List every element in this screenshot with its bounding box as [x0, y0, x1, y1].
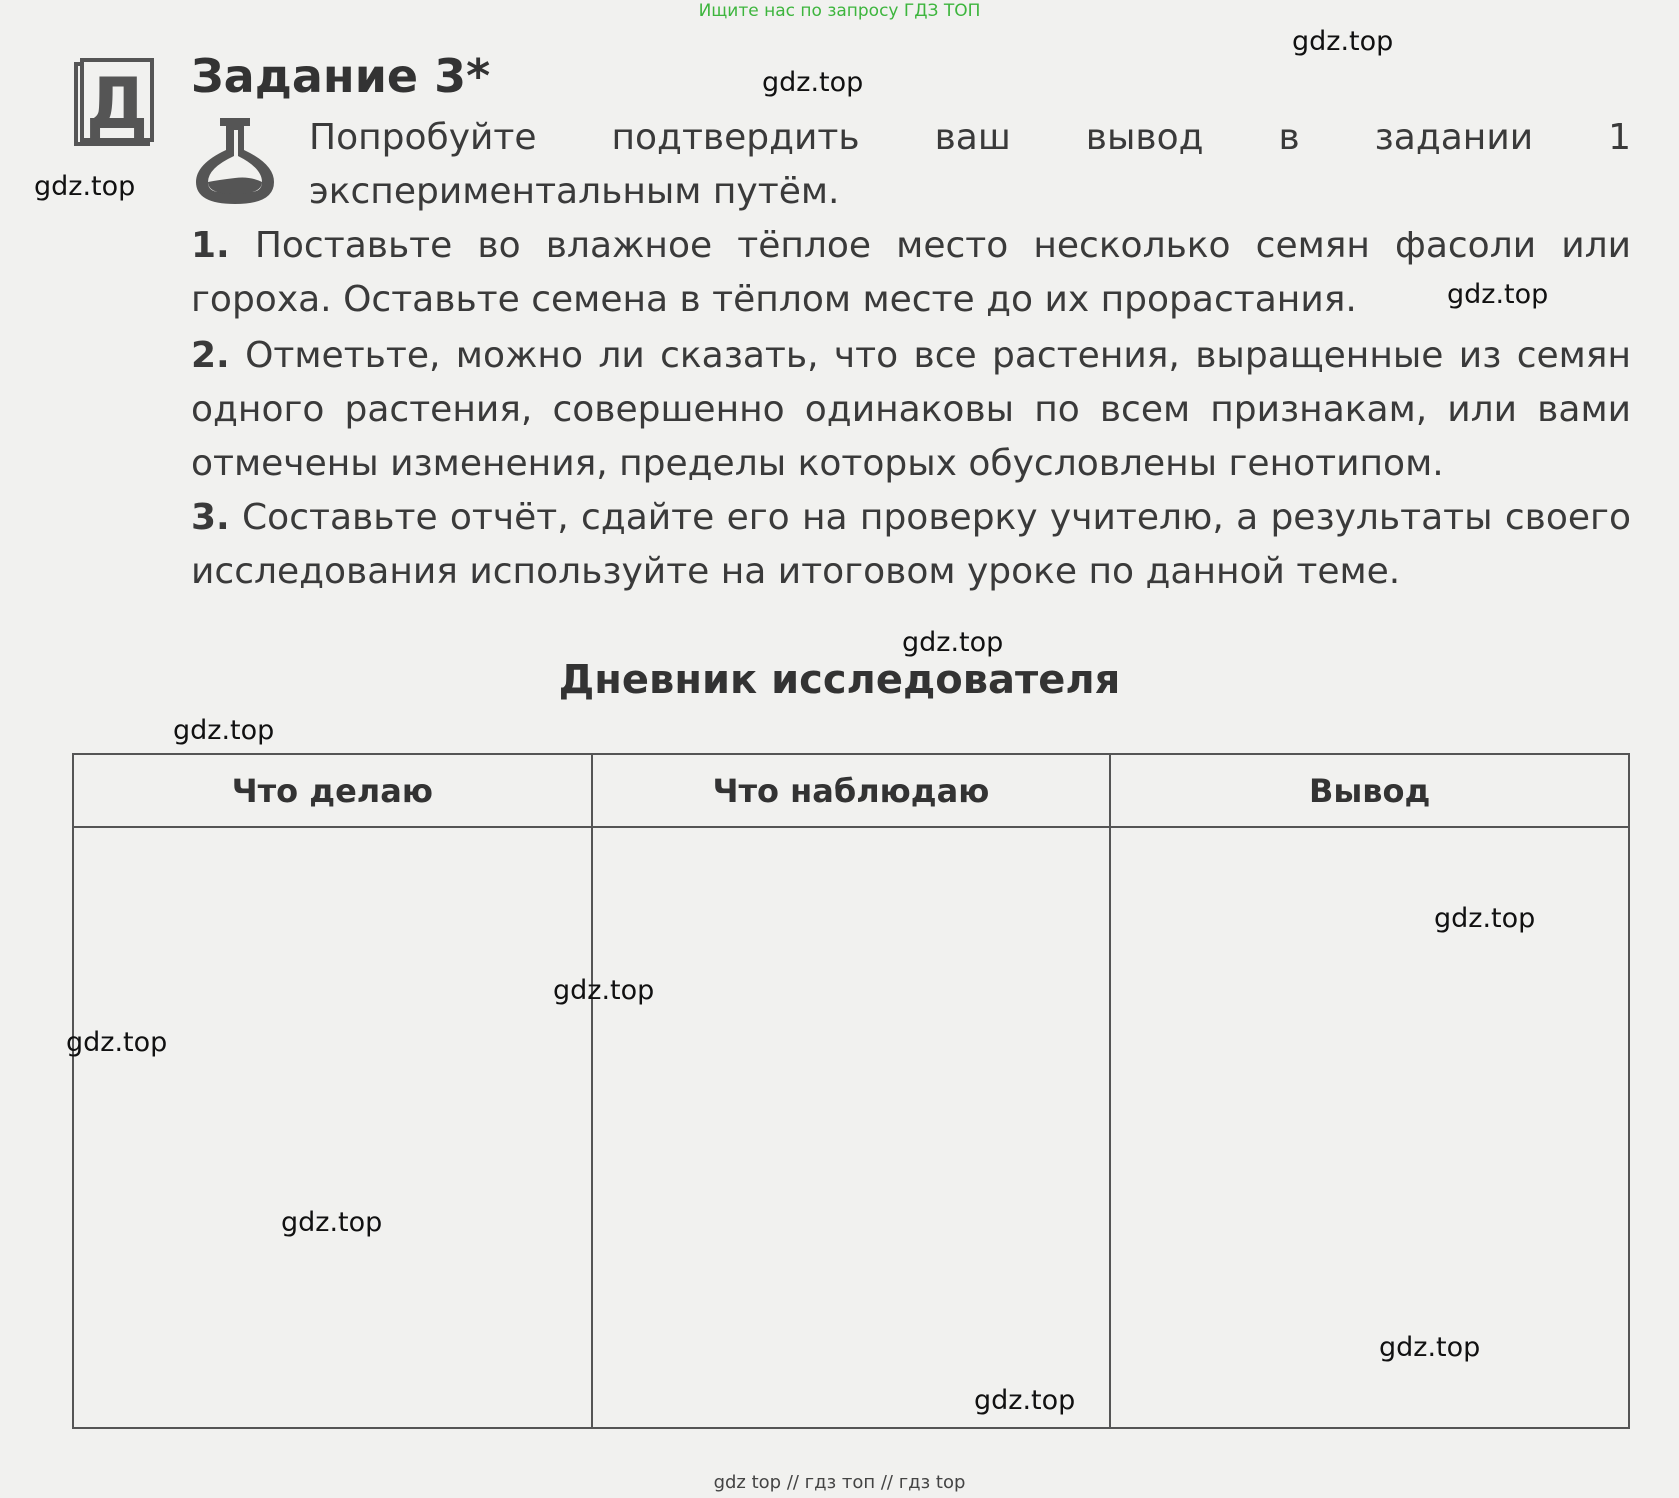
column-header-what-i-observe: Что наблюдаю — [592, 754, 1111, 827]
step-number: 2. — [191, 335, 230, 376]
task-intro: Попробуйте подтвердить ваш вывод в задании 1 экспериментальным путём. — [309, 117, 1631, 212]
column-header-conclusion: Вывод — [1110, 754, 1629, 827]
watermark: gdz.top — [1292, 26, 1394, 57]
footer: gdz top // гдз топ // гдз top — [713, 1472, 966, 1493]
step-text: Составьте отчёт, сдайте его на проверку учителю, а результаты своего исследования используйте на итоговом уроке по данной теме. — [191, 497, 1631, 592]
watermark: gdz.top — [974, 1385, 1076, 1416]
badge-letter: Д — [85, 63, 149, 145]
research-diary-table — [72, 753, 1630, 1429]
cell-conclusion[interactable] — [1110, 827, 1629, 1428]
column-header-what-i-do: Что делаю — [73, 754, 592, 827]
step-text: Поставьте во влажное тёплое место несколько семян фасоли или гороха. Оставьте семена в тёплом месте до их прорастания. — [191, 225, 1631, 320]
watermark: gdz.top — [553, 975, 655, 1006]
watermark: gdz.top — [902, 627, 1004, 658]
diary-title: Дневник исследователя — [558, 657, 1121, 703]
watermark: gdz.top — [173, 715, 275, 746]
watermark: gdz.top — [34, 171, 136, 202]
search-banner[interactable]: Ищите нас по запросу ГДЗ ТОП — [698, 1, 981, 21]
step-number: 1. — [191, 225, 230, 266]
task-step-3 — [191, 491, 1631, 599]
cell-what-i-do[interactable] — [73, 827, 592, 1428]
task-step-2 — [191, 329, 1631, 491]
watermark: gdz.top — [281, 1207, 383, 1238]
step-number: 3. — [191, 497, 230, 538]
watermark: gdz.top — [762, 67, 864, 98]
watermark: gdz.top — [1434, 903, 1536, 934]
cell-what-i-observe[interactable] — [592, 827, 1111, 1428]
watermark: gdz.top — [66, 1027, 168, 1058]
flask-icon — [190, 116, 280, 208]
watermark: gdz.top — [1447, 279, 1549, 310]
watermark: gdz.top — [1379, 1332, 1481, 1363]
task-title: Задание 3* — [191, 49, 491, 103]
task-step-1 — [191, 219, 1631, 327]
table-header-row — [73, 754, 1629, 827]
section-badge-icon — [74, 58, 154, 150]
step-text: Отметьте, можно ли сказать, что все растения, выращенные из семян одного растения, совершенно одинаковы по всем признакам, или вами отмечены изменения, пределы которых обусловлены генотипом. — [191, 335, 1631, 484]
